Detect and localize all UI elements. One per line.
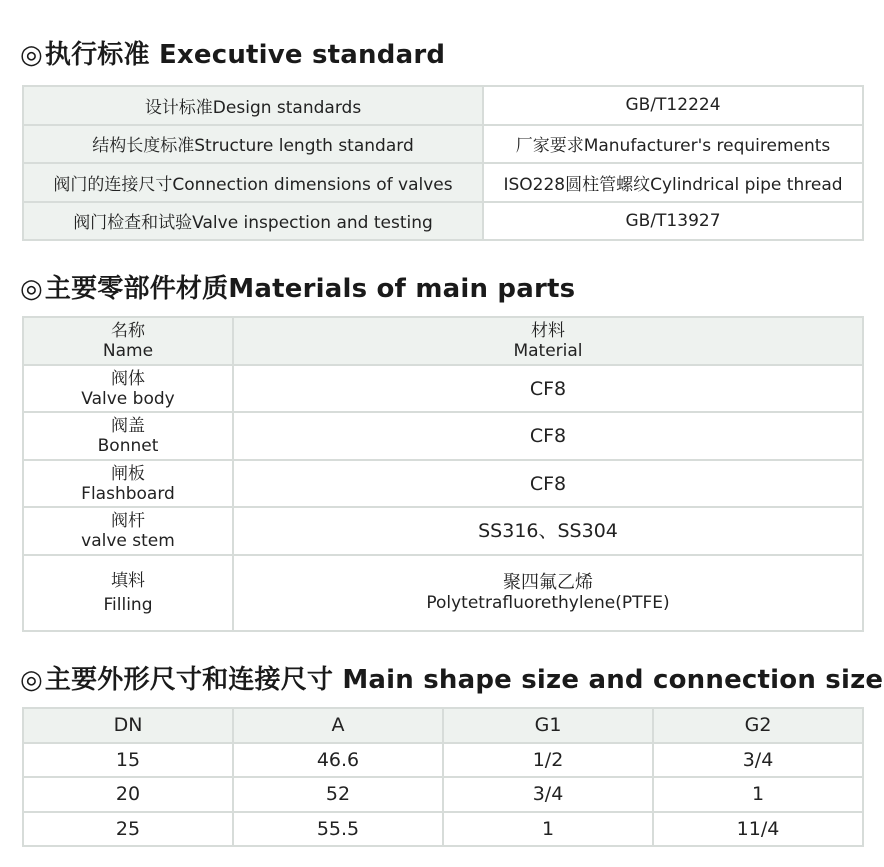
table-cell: CF8 — [233, 365, 863, 412]
table-cell: 25 — [23, 812, 233, 847]
table-header-cell: A — [233, 708, 443, 743]
section-title-dimensions: ◎主要外形尺寸和连接尺寸 Main shape size and connection size — [20, 665, 884, 695]
table-cell: 结构长度标准Structure length standard — [23, 125, 483, 164]
table-cell: 1 — [443, 812, 653, 847]
table-cell: 设计标准Design standards — [23, 86, 483, 125]
circle-bullet-icon: ◎ — [20, 274, 43, 304]
table-cell: GB/T12224 — [483, 86, 863, 125]
table-header-cell: G1 — [443, 708, 653, 743]
table-cell: 厂家要求Manufacturer's requirements — [483, 125, 863, 164]
table-row — [23, 777, 863, 812]
table-cell: 闸板 Flashboard — [23, 460, 233, 507]
dimensions-table — [22, 707, 864, 847]
table-cell: 11/4 — [653, 812, 863, 847]
table-cell: 1/2 — [443, 743, 653, 778]
table-cell: GB/T13927 — [483, 202, 863, 241]
table-header-cell: 材料 Material — [233, 317, 863, 365]
table-cell: 阀门的连接尺寸Connection dimensions of valves — [23, 163, 483, 202]
table-cell: CF8 — [233, 412, 863, 460]
table-header-row — [23, 708, 863, 743]
table-row — [23, 812, 863, 847]
table-cell: ISO228圆柱管螺纹Cylindrical pipe thread — [483, 163, 863, 202]
table-cell: 20 — [23, 777, 233, 812]
table-header-cell: G2 — [653, 708, 863, 743]
circle-bullet-icon: ◎ — [20, 40, 43, 70]
table-row — [23, 163, 863, 202]
table-cell: 55.5 — [233, 812, 443, 847]
table-cell: 阀杆 valve stem — [23, 507, 233, 555]
table-cell: 聚四氟乙烯 Polytetrafluorethylene(PTFE) — [233, 555, 863, 631]
table-row — [23, 86, 863, 125]
table-row — [23, 412, 863, 460]
table-row — [23, 460, 863, 507]
table-cell: 3/4 — [653, 743, 863, 778]
table-cell: 阀体 Valve body — [23, 365, 233, 412]
executive-standard-table — [22, 85, 864, 241]
table-cell: 阀门检查和试验Valve inspection and testing — [23, 202, 483, 241]
table-cell: 1 — [653, 777, 863, 812]
table-cell: 填料 Filling — [23, 555, 233, 631]
table-cell: 阀盖 Bonnet — [23, 412, 233, 460]
table-row — [23, 507, 863, 555]
table-header-cell: DN — [23, 708, 233, 743]
table-header-row — [23, 317, 863, 365]
table-row — [23, 202, 863, 241]
table-header-cell: 名称 Name — [23, 317, 233, 365]
table-row — [23, 555, 863, 631]
table-cell: 15 — [23, 743, 233, 778]
table-row — [23, 365, 863, 412]
table-cell: CF8 — [233, 460, 863, 507]
section-title-materials: ◎主要零部件材质Materials of main parts — [20, 274, 576, 304]
table-row — [23, 743, 863, 778]
table-cell: 52 — [233, 777, 443, 812]
circle-bullet-icon: ◎ — [20, 665, 43, 695]
table-cell: SS316、SS304 — [233, 507, 863, 555]
table-row — [23, 125, 863, 164]
table-cell: 46.6 — [233, 743, 443, 778]
section-title-executive-standard: ◎执行标准 Executive standard — [20, 40, 446, 70]
table-cell: 3/4 — [443, 777, 653, 812]
materials-table — [22, 316, 864, 632]
